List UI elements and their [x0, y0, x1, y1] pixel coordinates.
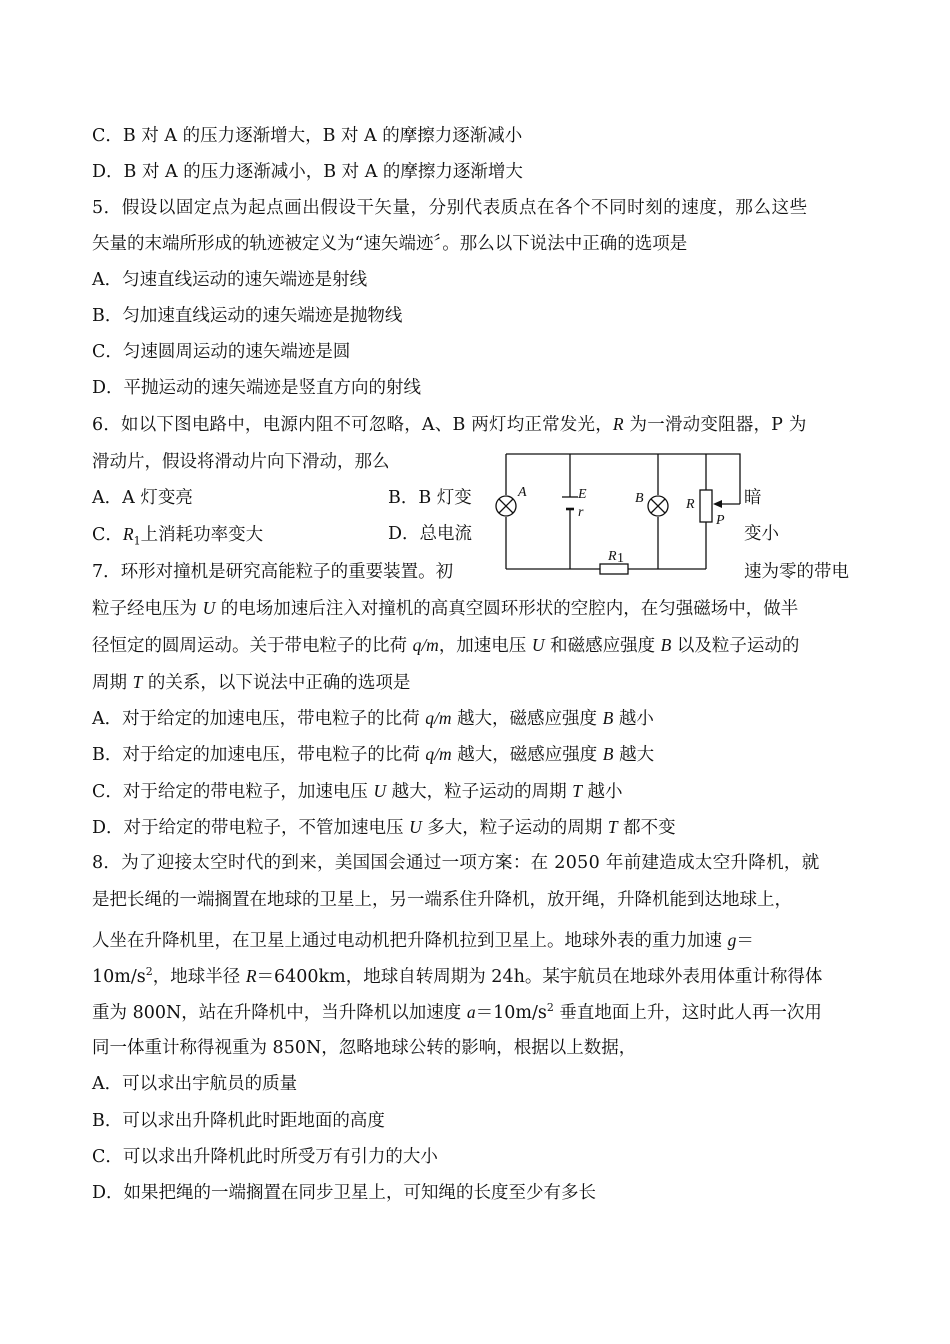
q7-stem3-a: 径恒定的圆周运动。关于带电粒子的比荷	[92, 636, 413, 656]
q8-stem-line5	[92, 1001, 822, 1024]
q8-stem-line2: 是把长绳的一端搁置在地球的卫星上，另一端系住升降机，放开绳，升降机能到达地球上，	[92, 890, 792, 910]
q7-option-d	[92, 816, 676, 839]
q8-stem4-a: 10m/s	[92, 967, 146, 987]
q8-stem3-a: 人坐在升降机里，在卫星上通过电动机把升降机拉到卫星上。地球外表的重力加速	[92, 931, 728, 951]
q8-stem5-sup: 2	[546, 1001, 554, 1015]
resistor-r1-label: R	[608, 549, 617, 564]
q8-stem-line6: 同一体重计称得视重为 850N，忽略地球公转的影响，根据以上数据，	[92, 1038, 637, 1058]
q7-option-b	[92, 743, 654, 766]
q6-stem-line2: 滑动片，假设将滑动片向下滑动，那么	[92, 452, 390, 472]
q8-stem5-a-symbol: a	[466, 1002, 476, 1022]
q6-option-c-text: 上消耗功率变大	[140, 525, 264, 545]
q8-stem4-b: ，地球半径	[152, 967, 246, 987]
q7-d-u: U	[409, 817, 422, 837]
q7-stem3-u: U	[531, 635, 545, 655]
q6-stem1-text-a: 6．如以下图电路中，电源内阻不可忽略，A、B 两灯均正常发光，	[92, 415, 613, 435]
q7-a-text-b: 越大，磁感应强度	[451, 709, 603, 729]
q7-stem4-a: 周期	[92, 673, 133, 693]
q7-stem2-u: U	[202, 598, 216, 618]
q6-option-b-tail: 暗	[744, 488, 762, 508]
q7-b-text-c: 越大	[613, 745, 655, 765]
q7-c-text-c: 越小	[581, 782, 623, 802]
q7-d-text-c: 都不变	[617, 818, 676, 838]
q8-stem3-b: ＝	[736, 931, 754, 951]
q8-option-d: D．如果把绳的一端搁置在同步卫星上，可知绳的长度至少有多长	[92, 1183, 597, 1203]
q5-option-d: D．平抛运动的速矢端迹是竖直方向的射线	[92, 378, 422, 398]
q7-stem2-a: 粒子经电压为	[92, 599, 203, 619]
q6-option-d: D．总电流	[388, 524, 473, 544]
q7-option-c	[92, 780, 623, 803]
q7-c-text-a: C．对于给定的带电粒子，加速电压	[92, 782, 374, 802]
q7-a-qm: q/m	[425, 708, 452, 728]
q6-option-a: A．A 灯变亮	[92, 488, 193, 508]
q5-stem-line1: 5．假设以固定点为起点画出假设干矢量，分别代表质点在各个不同时刻的速度，那么这些	[92, 198, 808, 218]
q8-stem4-c: ＝6400km，地球自转周期为 24h。某宇航员在地球外表用体重计称得体	[256, 967, 823, 987]
q8-stem4-sup: 2	[145, 965, 153, 979]
q7-stem2-b: 的电场加速后注入对撞机的高真空圆环形状的空腔内，在匀强磁场中，做半	[215, 599, 799, 619]
q7-c-u: U	[373, 781, 387, 801]
circuit-diagram	[490, 452, 752, 582]
q7-b-text-a: B．对于给定的加速电压，带电粒子的比荷	[92, 745, 426, 765]
q7-d-text-b: 多大，粒子运动的周期	[421, 818, 608, 838]
q7-stem4-b: 的关系，以下说法中正确的选项是	[142, 673, 411, 693]
q5-stem-line2: 矢量的末端所形成的轨迹被定义为“速矢端迹〞。那么以下说法中正确的选项是	[92, 234, 688, 254]
q7-stem-line3	[92, 634, 799, 657]
q7-d-t: T	[607, 817, 618, 837]
q5-option-a: A．匀速直线运动的速矢端迹是射线	[92, 270, 368, 290]
q6-option-b: B．B 灯变	[388, 488, 472, 508]
q7-b-b-symbol: B	[602, 744, 614, 764]
q8-stem5-a: 重为 800N，站在升降机中，当升降机以加速度	[92, 1003, 467, 1023]
q4-option-c: C．B 对 A 的压力逐渐增大，B 对 A 的摩擦力逐渐减小	[92, 126, 523, 146]
q7-stem-line1-b: 速为零的带电	[744, 562, 849, 582]
q7-d-text-a: D．对于给定的带电粒子，不管加速电压	[92, 818, 410, 838]
q5-option-c: C．匀速圆周运动的速矢端迹是圆	[92, 342, 351, 362]
battery-e-label: E	[578, 487, 587, 502]
lamp-b-label: B	[635, 491, 644, 506]
q8-option-a: A．可以求出宇航员的质量	[92, 1074, 298, 1094]
q7-b-text-b: 越大，磁感应强度	[451, 745, 603, 765]
q8-stem4-r: R	[245, 966, 257, 986]
q7-option-a	[92, 707, 654, 730]
q7-stem-line4	[92, 671, 410, 694]
rheostat-label: R	[686, 497, 695, 512]
q8-stem5-b: ＝10m/s	[475, 1003, 547, 1023]
q8-stem5-c: 垂直地面上升，这时此人再一次用	[553, 1003, 822, 1023]
q7-c-t: T	[572, 781, 582, 801]
resistor-r1-subscript: 1	[617, 551, 624, 566]
q6-option-d-tail: 变小	[744, 524, 779, 544]
q7-stem3-b: ，加速电压	[438, 636, 532, 656]
q8-option-b: B．可以求出升降机此时距地面的高度	[92, 1111, 385, 1131]
q6-stem1-text-b: 为一滑动变阻器，P 为	[623, 415, 807, 435]
q7-a-text-a: A．对于给定的加速电压，带电粒子的比荷	[92, 709, 426, 729]
q7-a-b-symbol: B	[602, 708, 614, 728]
q7-stem-line1-a: 7．环形对撞机是研究高能粒子的重要装置。初	[92, 562, 454, 582]
q6-stem1-r-symbol: R	[612, 414, 624, 434]
q8-stem-line1: 8．为了迎接太空时代的到来，美国国会通过一项方案：在 2050 年前建造成太空升降机，就	[92, 853, 820, 873]
q7-c-text-b: 越大，粒子运动的周期	[386, 782, 573, 802]
q4-option-d: D．B 对 A 的压力逐渐减小，B 对 A 的摩擦力逐渐增大	[92, 162, 523, 182]
q6-option-c-prefix: C．	[92, 525, 123, 545]
q6-option-c-r-subscript: 1	[133, 534, 141, 548]
q6-option-c	[92, 523, 263, 546]
battery-r-label: r	[578, 505, 584, 520]
q6-option-c-r-symbol: R	[122, 524, 134, 544]
q7-stem4-t: T	[132, 672, 143, 692]
q7-stem3-c: 和磁感应强度	[544, 636, 661, 656]
q7-stem-line2	[92, 597, 798, 620]
wire-top	[506, 454, 740, 504]
q6-stem-line1	[92, 413, 807, 436]
lamp-a-label: A	[518, 485, 527, 500]
slider-label: P	[716, 513, 725, 528]
q8-stem3-g: g	[727, 930, 737, 950]
q7-stem3-b-symbol: B	[660, 635, 672, 655]
q8-stem-line4	[92, 965, 822, 988]
slider-arrow-icon	[713, 500, 722, 508]
q7-stem3-d: 以及粒子运动的	[671, 636, 800, 656]
q7-a-text-c: 越小	[613, 709, 654, 729]
q8-option-c: C．可以求出升降机此时所受万有引力的大小	[92, 1147, 438, 1167]
q8-stem-line3	[92, 929, 754, 952]
rheostat-icon	[700, 490, 712, 522]
q7-b-qm: q/m	[425, 744, 452, 764]
q5-option-b: B．匀加速直线运动的速矢端迹是抛物线	[92, 306, 403, 326]
q7-stem3-qm: q/m	[412, 635, 439, 655]
